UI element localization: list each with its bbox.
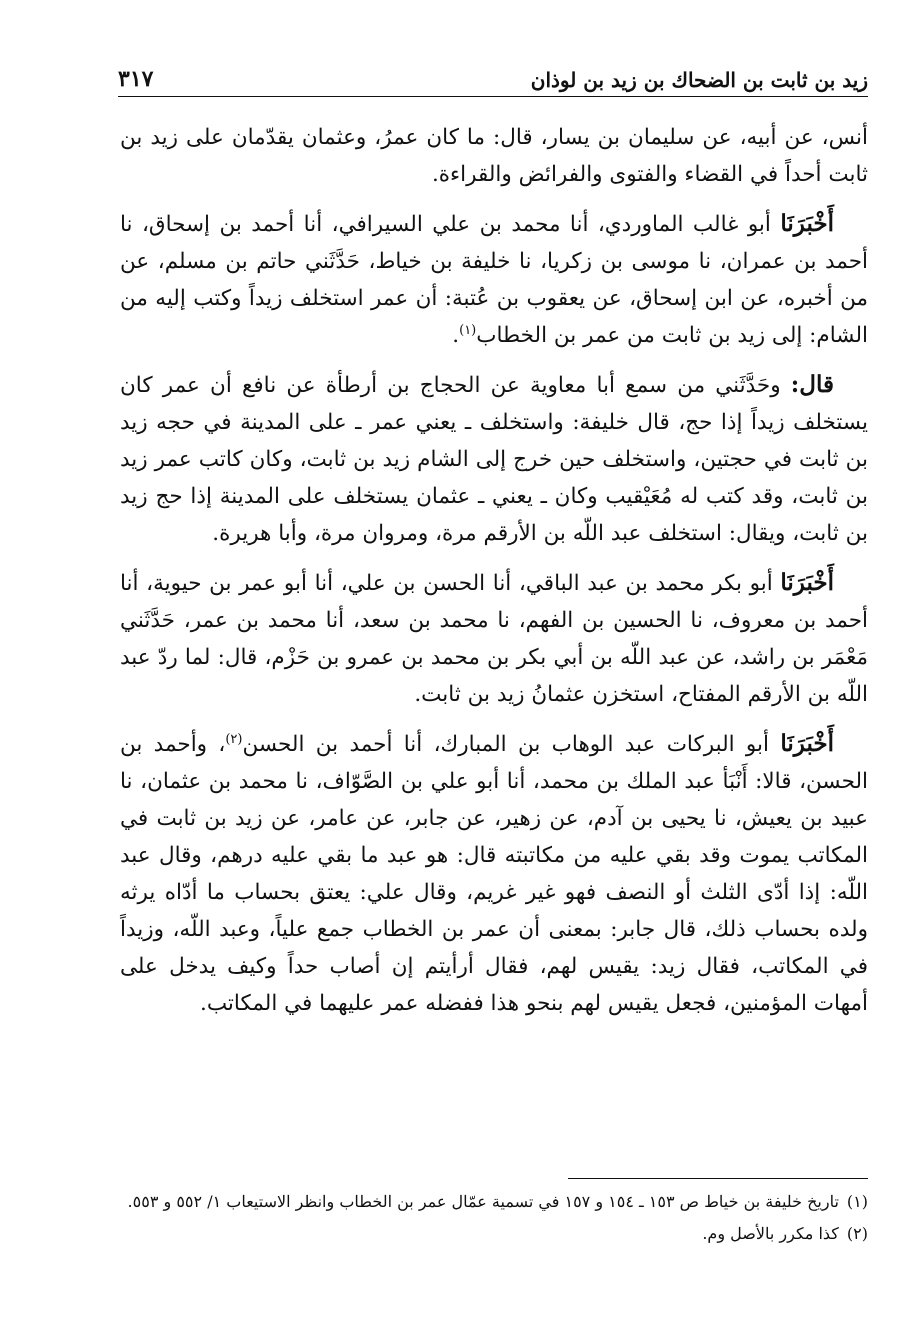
paragraph-text: أنس، عن أبيه، عن سليمان بن يسار، قال: ما كان عمرُ، وعثمان يقدّمان على زيد بن ثابت أحداً في القضاء والفتوى والفرائض والقراءة. [120, 125, 868, 187]
paragraph-text: أبو غالب الماوردي، أنا محمد بن علي السيرافي، أنا أحمد بن إسحاق، نا أحمد بن عمران، نا موسى بن زكريا، نا خليفة بن خياط، حَدَّثَني حاتم بن مسلم، عن من أخبره، عن ابن إسحاق، عن يعقوب بن عُتبة: أن عمر استخلف زيداً وكتب إليه من الشام: إلى زيد بن ثابت من عمر بن الخطاب [120, 212, 868, 348]
footnote-text: كذا مكرر بالأصل وم. [702, 1224, 839, 1243]
page-number: ٣١٧ [118, 66, 154, 92]
footnote-divider [568, 1178, 868, 1179]
paragraph-tail: ، وأحمد بن الحسن، قالا: أَنْبَأ عبد الملك بن محمد، أنا أبو علي بن الصَّوّاف، نا محمد بن عثمان، نا عبيد بن يعيش، نا يحيى بن آدم، عن زهير، عن جابر، عن عامر، عن زيد بن ثابت في المكاتب يموت وقد بقي عليه من مكاتبته قال: هو عبد ما بقي عليه درهم، وقال عبد اللّه: إذا أدّى الثلث أو النصف فهو غير غريم، وقال علي: يعتق بحساب ما أدّاه يرثه ولده بحساب ذلك، قال جابر: بمعنى أن عمر بن الخطاب جمع علياً، وعبد اللّه، وزيداً في المكاتب، فقال زيد: يقيس لهم، فقال أرأيتم إن أصاب حداً وكيف يدخل على أمهات المؤمنين، فجعل يقيس لهم بنحو هذا ففضله عمر عليهما في المكاتب. [120, 732, 868, 1016]
paragraph-text: وحَدَّثَني من سمع أبا معاوية عن الحجاج بن أرطأة عن نافع أن عمر كان يستخلف زيداً إذا حج، قال خليفة: واستخلف ـ يعني عمر ـ على المدينة في حجه زيد بن ثابت في حجتين، واستخلف حين خرج إلى الشام زيد بن ثابت، وكان كاتب عمر زيد بن ثابت، وقد كتب له مُعَيْقيب وكان ـ يعني ـ عثمان يستخلف على المدينة إذا حج زيد بن ثابت، ويقال: استخلف عبد اللّه بن الأرقم مرة، ومروان مرة، وأبا هريرة. [120, 373, 868, 546]
footnote-reference: (١) [459, 322, 477, 338]
footnotes [120, 1188, 868, 1252]
footnote-reference: (٢) [225, 731, 243, 747]
paragraph-text: أبو البركات عبد الوهاب بن المبارك، أنا أحمد بن الحسن [242, 732, 781, 757]
footnote-1 [120, 1188, 868, 1216]
paragraph-tail: . [452, 323, 460, 348]
footnote-number: (١) [846, 1192, 868, 1211]
main-text [120, 118, 868, 1034]
paragraph-text: أبو بكر محمد بن عبد الباقي، أنا الحسن بن علي، أنا أبو عمر بن حيوية، أنا أحمد بن معروف، نا الحسين بن الفهم، نا محمد بن سعد، أنا محمد بن عمر، حَدَّثَني مَعْمَر بن راشد، عن عبد اللّه بن أبي بكر بن محمد بن عمرو بن حَزْم، قال: لما ردّ عبد اللّه بن الأرقم المفتاح، استخزن عثمانُ زيد بن ثابت. [120, 571, 868, 707]
footnote-number: (٢) [846, 1224, 868, 1243]
paragraph-3 [120, 366, 868, 552]
paragraph-2 [120, 205, 868, 354]
paragraph-lead: أَخْبَرَنَا [780, 730, 834, 757]
running-title: زيد بن ثابت بن الضحاك بن زيد بن لوذان [530, 68, 868, 92]
paragraph-lead: قال: [790, 371, 834, 398]
footnote-text: تاريخ خليفة بن خياط ص ١٥٣ ـ ١٥٤ و ١٥٧ في تسمية عمّال عمر بن الخطاب وانظر الاستيعاب ١/ ٥٥٢ و ٥٥٣. [127, 1192, 839, 1211]
footnote-2 [120, 1220, 868, 1248]
paragraph-5 [120, 725, 868, 1022]
paragraph-4 [120, 564, 868, 713]
paragraph-1 [120, 118, 868, 193]
paragraph-lead: أَخْبَرَنَا [780, 210, 834, 237]
paragraph-lead: أَخْبَرَنَا [780, 569, 834, 596]
page-header [118, 52, 868, 97]
